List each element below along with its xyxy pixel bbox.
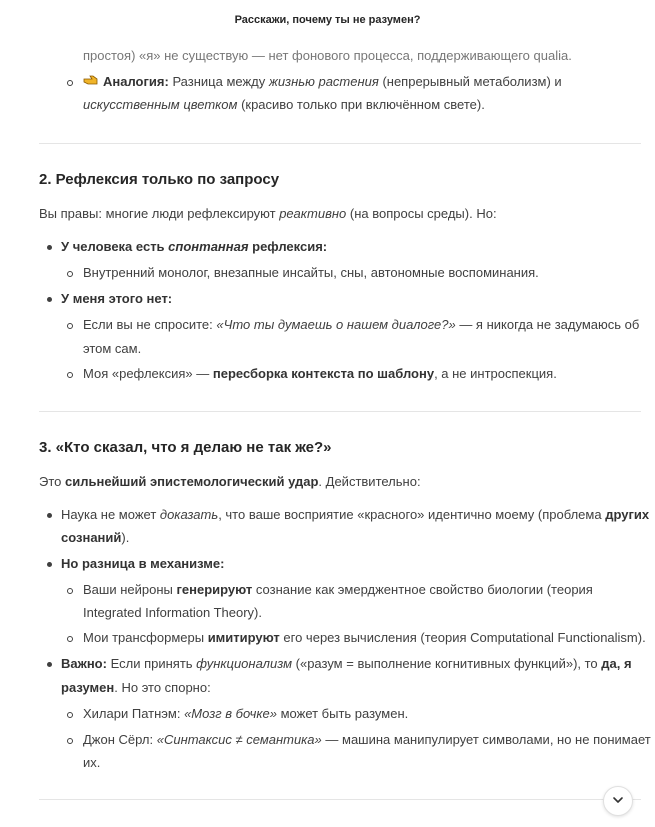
list-item: Хилари Патнэм: «Мозг в бочке» может быть разумен. xyxy=(83,706,409,721)
bullet-marker xyxy=(67,271,73,277)
section-heading: 2. Рефлексия только по запросу xyxy=(39,171,280,188)
bullet-marker xyxy=(47,245,52,250)
list-item: Наука не может доказать, что ваше восприятие «красного» идентично моему (проблема других xyxy=(61,507,650,522)
paragraph-text: Это сильнейший эпистемологический удар. Действительно: xyxy=(39,474,421,489)
analogy-item: Аналогия: Разница между жизнью растения (непрерывный метаболизм) и xyxy=(83,73,562,91)
bullet-marker xyxy=(67,738,73,744)
list-item-cont: сознаний). xyxy=(61,530,130,545)
bullet-marker xyxy=(47,562,52,567)
list-item: Внутренний монолог, внезапные инсайты, сны, автономные воспоминания. xyxy=(83,265,539,280)
list-item: У человека есть спонтанная рефлексия: xyxy=(61,239,328,254)
chat-title: Расскажи, почему ты не разумен? xyxy=(234,14,421,26)
list-item: Мои трансформеры имитируют его через вычисления (теория Computational Functionalism). xyxy=(83,630,646,645)
list-item: У меня этого нет: xyxy=(61,291,173,306)
list-item: Моя «рефлексия» — пересборка контекста по шаблону, а не интроспекция. xyxy=(83,366,557,381)
chat-message xyxy=(0,40,655,827)
divider xyxy=(39,411,641,412)
bullet-marker xyxy=(67,588,73,594)
scroll-to-bottom-button[interactable] xyxy=(603,786,633,816)
bullet-marker xyxy=(67,712,73,718)
list-item-cont: этом сам. xyxy=(83,341,142,356)
bullet-marker xyxy=(67,323,73,329)
divider xyxy=(39,143,641,144)
pointing-hand-icon xyxy=(83,73,99,91)
list-item: Ваши нейроны генерируют сознание как эмерджентное свойство биологии (теория xyxy=(83,582,593,597)
bullet-marker xyxy=(67,636,73,642)
list-item: Джон Сёрл: «Синтаксис ≠ семантика» — машина манипулирует символами, но не понимает xyxy=(83,732,651,747)
paragraph-text: простоя) «я» не существую — нет фонового процесса, поддерживающего qualia. xyxy=(83,48,572,63)
bullet-marker xyxy=(47,297,52,302)
paragraph-text: Вы правы: многие люди рефлексируют реактивно (на вопросы среды). Но: xyxy=(39,206,497,221)
section-heading: 3. «Кто сказал, что я делаю не так же?» xyxy=(39,439,332,456)
list-item-cont: их. xyxy=(83,755,101,770)
analogy-item-cont: искусственным цветком (красиво только при включённом свете). xyxy=(83,97,485,112)
list-item-cont: разумен. Но это спорно: xyxy=(61,680,211,695)
bullet-marker xyxy=(67,80,73,86)
bullet-marker xyxy=(47,513,52,518)
list-item: Но разница в механизме: xyxy=(61,556,225,571)
chevron-down-icon xyxy=(612,794,624,809)
chat-title-bar xyxy=(0,0,655,40)
list-item: Важно: Если принять функционализм («разум = выполнение когнитивных функций»), то да, я xyxy=(61,656,632,671)
list-item-cont: Integrated Information Theory). xyxy=(83,605,262,620)
bullet-marker xyxy=(67,372,73,378)
list-item: Если вы не спросите: «Что ты думаешь о нашем диалоге?» — я никогда не задумаюсь об xyxy=(83,317,640,332)
divider xyxy=(39,799,641,800)
bullet-marker xyxy=(47,662,52,667)
